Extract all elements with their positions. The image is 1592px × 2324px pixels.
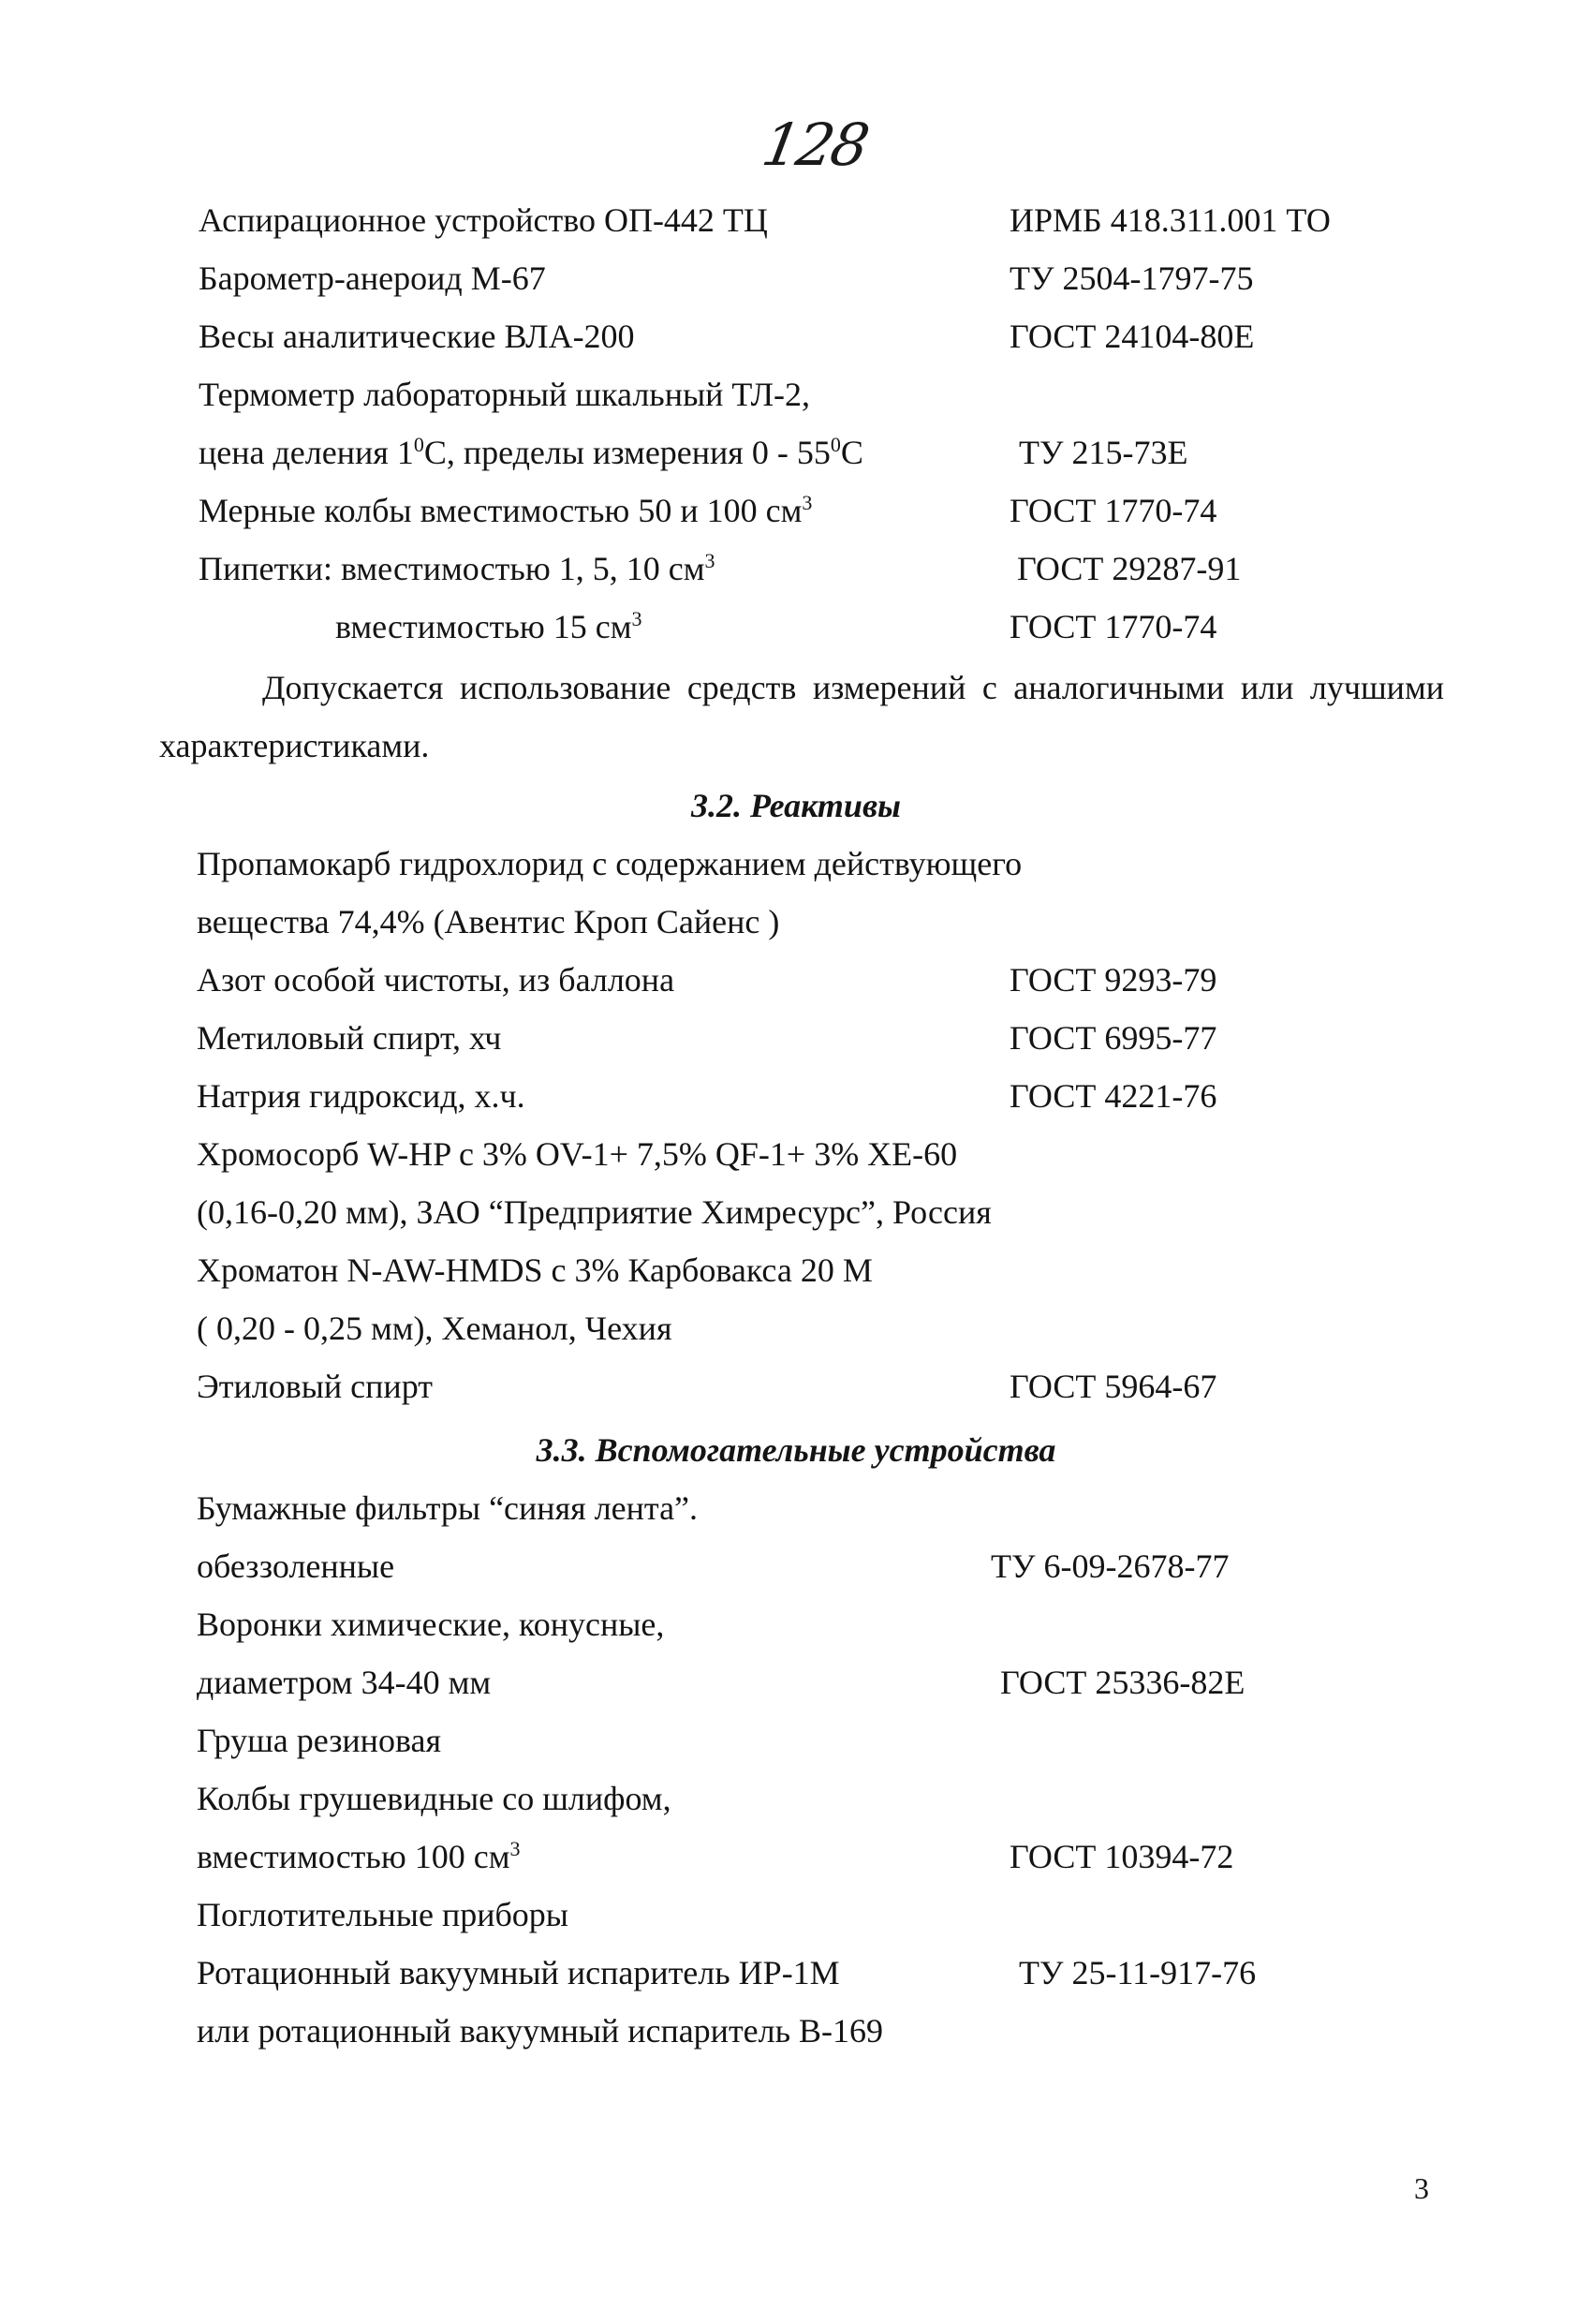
item-name: Бумажные фильтры “синяя лента”. <box>197 1489 699 1527</box>
item-standard: ТУ 25-11-917-76 <box>1019 1954 1257 1991</box>
reagent-row <box>0 952 1592 1008</box>
handwritten-page-mark: 128 <box>757 111 872 179</box>
item-name: Пропамокарб гидрохлорид с содержанием действующего <box>197 845 1023 882</box>
item-name: вместимостью 15 $см^3$ <box>335 607 642 645</box>
item-name: диаметром 34-40 мм <box>197 1664 492 1701</box>
item-standard: ГОСТ 1770-74 <box>1010 608 1217 645</box>
reagent-row <box>0 1300 1592 1356</box>
item-name: Хроматон N-AW-HMDS с 3% Карбовакса 20 М <box>197 1251 873 1289</box>
equipment-row <box>0 424 1592 481</box>
device-row <box>0 1654 1592 1710</box>
device-row <box>0 1596 1592 1652</box>
item-standard: ГОСТ 6995-77 <box>1010 1019 1217 1057</box>
item-name: Пипетки: вместимостью 1, 5, 10 $см^3$ <box>199 549 715 587</box>
item-standard: ГОСТ 24104-80Е <box>1010 318 1255 355</box>
item-name: Натрия гидроксид, х.ч. <box>197 1077 525 1115</box>
equipment-row <box>0 366 1592 422</box>
item-standard: ТУ 215-73Е <box>1019 434 1188 471</box>
section-heading-auxiliary: 3.3. Вспомогательные устройства <box>536 1431 1056 1469</box>
section-heading-reagents: 3.2. Реактивы <box>690 787 902 824</box>
equipment-row <box>0 599 1592 655</box>
item-name: Воронки химические, конусные, <box>197 1606 665 1643</box>
device-row <box>0 1887 1592 1943</box>
device-row <box>0 1770 1592 1827</box>
equipment-row <box>0 482 1592 539</box>
item-standard: ТУ 2504-1797-75 <box>1010 259 1254 297</box>
item-standard: ГОСТ 29287-91 <box>1017 550 1242 587</box>
reagent-row <box>0 1358 1592 1414</box>
item-standard: ИРМБ 418.311.001 ТО <box>1010 201 1331 239</box>
item-name: Весы аналитические ВЛА-200 <box>199 318 635 355</box>
equipment-row <box>0 540 1592 597</box>
item-name: Аспирационное устройство ОП-442 ТЦ <box>199 201 768 239</box>
reagent-row <box>0 894 1592 950</box>
item-name: вместимостью 100 $см^3$ <box>197 1837 521 1875</box>
device-row <box>0 1712 1592 1769</box>
device-row <box>0 1480 1592 1536</box>
equipment-row <box>0 250 1592 306</box>
item-name: ( 0,20 - 0,25 мм), Хеманол, Чехия <box>197 1310 672 1347</box>
item-standard: ТУ 6-09-2678-77 <box>991 1547 1230 1585</box>
item-name: Барометр-анероид М-67 <box>199 259 546 297</box>
page-number: 3 <box>1414 2171 1429 2205</box>
reagent-row <box>0 1010 1592 1066</box>
item-name: Азот особой чистоты, из баллона <box>197 961 675 999</box>
reagent-row <box>0 1242 1592 1298</box>
item-name: цена деления $1^0С$, пределы измерения $0 - 55^0С$ <box>199 433 863 471</box>
item-name: Этиловый спирт <box>197 1368 433 1405</box>
device-row <box>0 1828 1592 1885</box>
reagent-row <box>0 1068 1592 1124</box>
item-standard: ГОСТ 5964-67 <box>1010 1368 1217 1405</box>
item-name: Метиловый спирт, хч <box>197 1019 502 1057</box>
device-row <box>0 2003 1592 2059</box>
item-name: (0,16-0,20 мм), ЗАО “Предприятие Химресурс”, Россия <box>197 1193 992 1231</box>
equipment-row <box>0 192 1592 248</box>
device-row <box>0 1945 1592 2001</box>
item-standard: ГОСТ 9293-79 <box>1010 961 1217 999</box>
item-name: или ротационный вакуумный испаритель В-169 <box>197 2012 884 2050</box>
device-row <box>0 1538 1592 1594</box>
reagent-row <box>0 836 1592 892</box>
item-standard: ГОСТ 25336-82Е <box>1000 1664 1246 1701</box>
item-name: Поглотительные приборы <box>197 1896 568 1933</box>
reagent-row <box>0 1126 1592 1182</box>
item-name: Колбы грушевидные со шлифом, <box>197 1780 671 1817</box>
item-name: обеззоленные <box>197 1547 395 1585</box>
item-standard: ГОСТ 1770-74 <box>1010 492 1217 529</box>
item-standard: ГОСТ 10394-72 <box>1010 1838 1234 1875</box>
note-paragraph: Допускается использование средств измерений с аналогичными или лучшими характеристиками. <box>159 669 1444 764</box>
item-name: вещества 74,4% (Авентис Кроп Сайенс ) <box>197 903 780 940</box>
item-standard: ГОСТ 4221-76 <box>1010 1077 1217 1115</box>
reagent-row <box>0 1184 1592 1240</box>
item-name: Термометр лабораторный шкальный ТЛ-2, <box>199 376 811 413</box>
item-name: Ротационный вакуумный испаритель ИР-1М <box>197 1954 840 1991</box>
equipment-row <box>0 308 1592 364</box>
item-name: Хромосорб W-HP с 3% OV-1+ 7,5% QF-1+ 3% XE-60 <box>197 1135 958 1173</box>
item-name: Груша резиновая <box>197 1722 441 1759</box>
item-name: Мерные колбы вместимостью 50 и 100 $см^3$ <box>199 491 813 529</box>
